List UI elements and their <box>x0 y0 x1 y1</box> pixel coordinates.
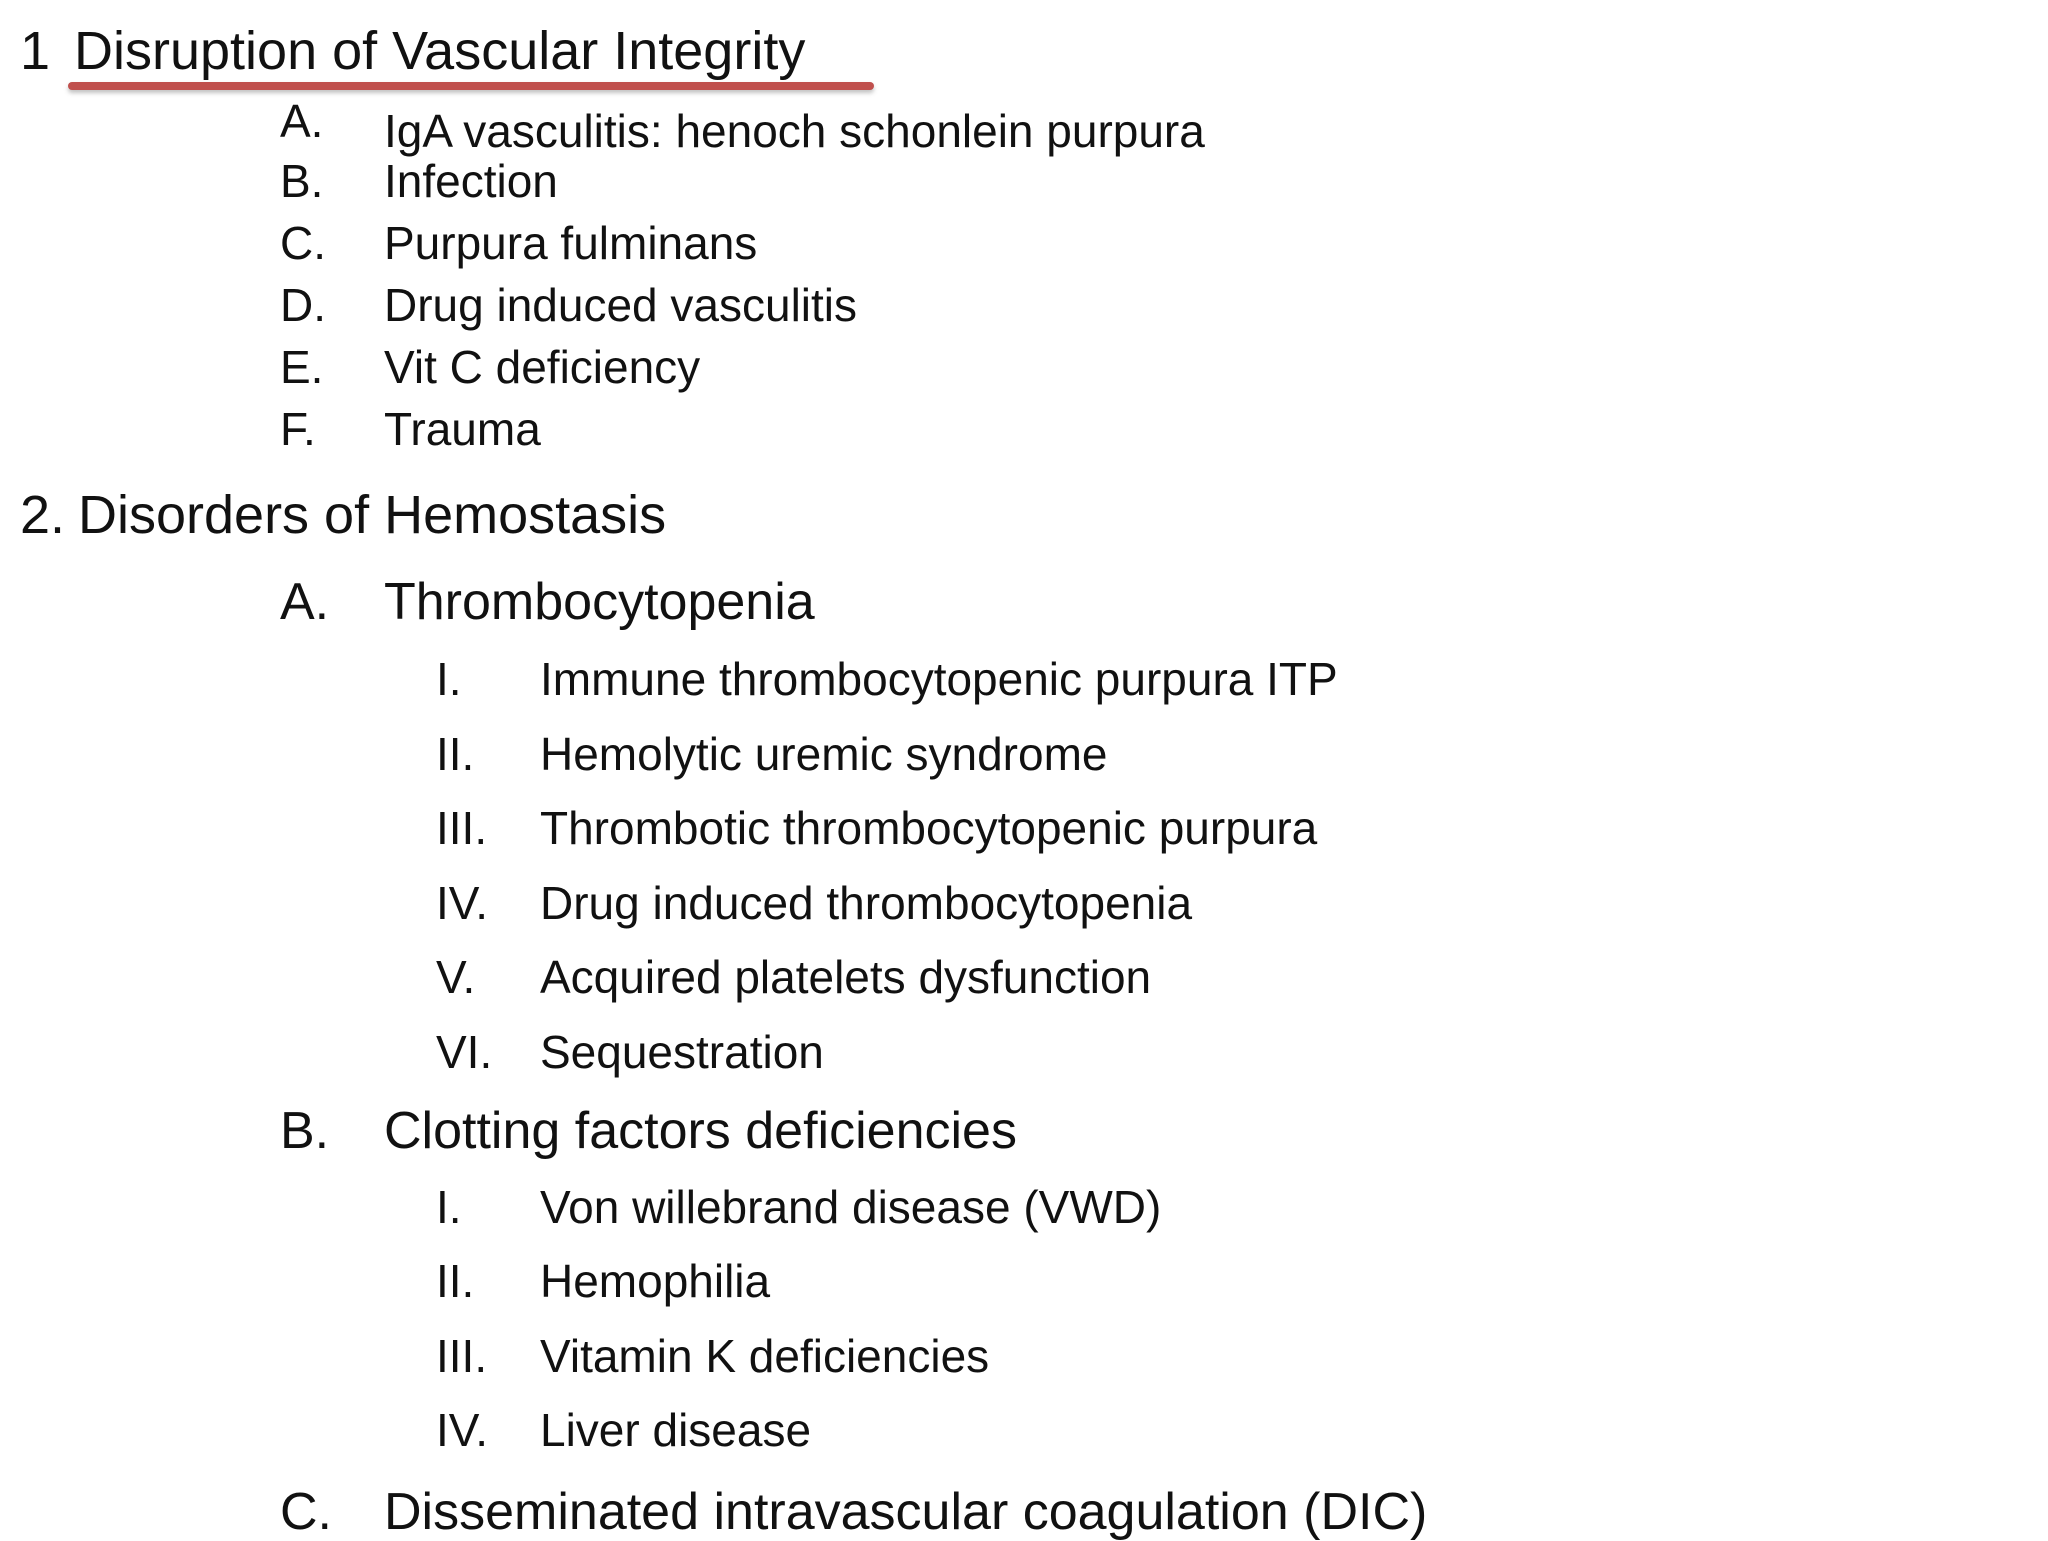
list-item-text: Thrombotic thrombocytopenic purpura <box>540 802 1318 854</box>
roman-marker: IV. <box>436 1404 489 1456</box>
list-item-text: Hemolytic uremic syndrome <box>540 728 1108 780</box>
roman-marker: I. <box>436 1181 462 1233</box>
list-marker: C. <box>280 217 326 269</box>
list-item-text: Immune thrombocytopenic purpura ITP <box>540 653 1338 705</box>
group-heading-text: Thrombocytopenia <box>384 573 815 631</box>
roman-marker: IV. <box>436 877 489 929</box>
list-item-text: Purpura fulminans <box>384 217 758 269</box>
group-heading-text: Disseminated intravascular coagulation (DIC) <box>384 1483 1428 1541</box>
section-1-number: 1 <box>20 21 51 81</box>
list-marker: F. <box>280 403 316 455</box>
group-heading-text: Clotting factors deficiencies <box>384 1102 1017 1160</box>
list-marker: A. <box>280 573 330 631</box>
list-marker: B. <box>280 1102 330 1160</box>
list-item-text: Trauma <box>384 403 541 455</box>
title-underline <box>68 82 874 90</box>
list-item-text: IgA vasculitis: henoch schonlein purpura <box>384 105 1205 157</box>
section-2-title: Disorders of Hemostasis <box>78 485 667 545</box>
list-item-text: Hemophilia <box>540 1255 771 1307</box>
list-marker: B. <box>280 155 324 207</box>
list-item-text: Acquired platelets dysfunction <box>540 951 1152 1003</box>
section-1-title: Disruption of Vascular Integrity <box>74 21 806 81</box>
list-marker: E. <box>280 341 324 393</box>
list-item-text: Vitamin K deficiencies <box>540 1330 990 1382</box>
roman-marker: I. <box>436 653 462 705</box>
list-item-text: Vit C deficiency <box>384 341 701 393</box>
roman-marker: VI. <box>436 1026 493 1078</box>
list-item-text: Drug induced vasculitis <box>384 279 858 331</box>
roman-marker: III. <box>436 802 488 854</box>
roman-marker: II. <box>436 728 475 780</box>
roman-marker: II. <box>436 1255 475 1307</box>
list-item-text: Drug induced thrombocytopenia <box>540 877 1193 929</box>
section-2-number: 2. <box>20 485 66 545</box>
roman-marker: V. <box>436 951 476 1003</box>
list-marker: A. <box>280 95 324 147</box>
list-item-text: Infection <box>384 155 558 207</box>
list-marker: C. <box>280 1483 332 1541</box>
list-marker: D. <box>280 279 326 331</box>
roman-marker: III. <box>436 1330 488 1382</box>
list-item-text: Von willebrand disease (VWD) <box>540 1181 1162 1233</box>
list-item-text: Sequestration <box>540 1026 824 1078</box>
list-item-text: Liver disease <box>540 1404 812 1456</box>
